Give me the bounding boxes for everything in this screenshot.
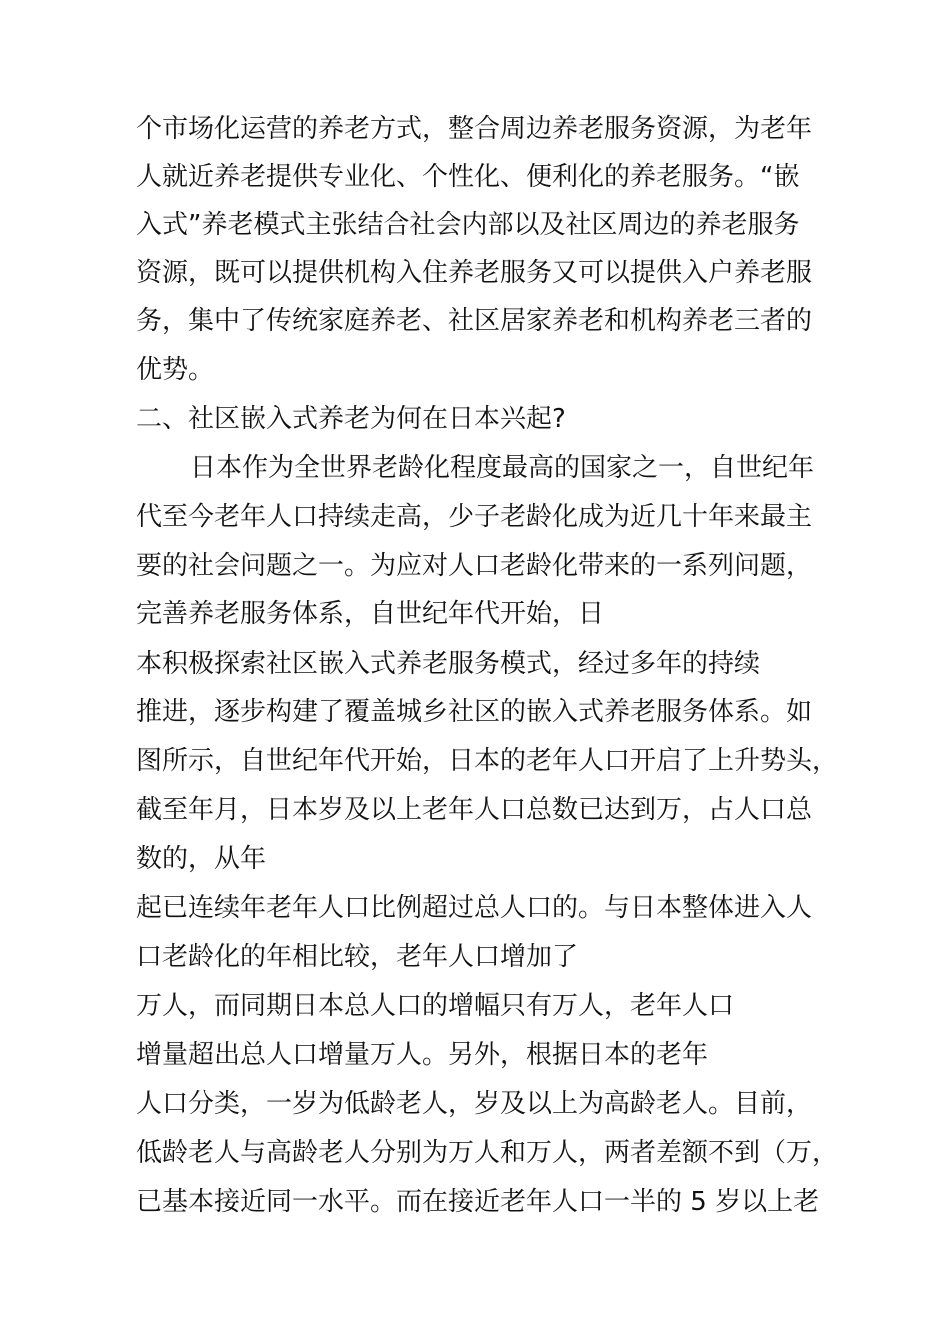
text-line-10: 要的社会问题之一。为应对人口老龄化带来的一系列问题， bbox=[136, 551, 813, 581]
text-line-19: 万人，而同期日本总人口的增幅只有万人，老年人口 bbox=[136, 991, 735, 1021]
text-line-11: 完善养老服务体系，自世纪年代开始，日 bbox=[136, 599, 605, 629]
text-line-1: 个市场化运营的养老方式，整合周边养老服务资源，为老年 bbox=[136, 114, 813, 144]
text-line-17: 起已连续年老年人口比例超过总人口的。与日本整体进入人 bbox=[136, 893, 813, 923]
text-line-12: 本积极探索社区嵌入式养老服务模式，经过多年的持续 bbox=[136, 649, 761, 679]
text-line-5: 务，集中了传统家庭养老、社区居家养老和机构养老三者的 bbox=[136, 306, 813, 336]
text-line-3: 入式”养老模式主张结合社会内部以及社区周边的养老服务 bbox=[136, 210, 800, 240]
text-line-13: 推进，逐步构建了覆盖城乡社区的嵌入式养老服务体系。如 bbox=[136, 697, 813, 727]
text-line-21: 人口分类，一岁为低龄老人，岁及以上为高龄老人。目前， bbox=[136, 1089, 813, 1119]
text-line-15: 截至年月，日本岁及以上老年人口总数已达到万，占人口总 bbox=[136, 795, 813, 825]
paragraph-first-line: 日本作为全世界老龄化程度最高的国家之一，自世纪年 bbox=[190, 453, 815, 483]
text-line-2: 人就近养老提供专业化、个性化、便利化的养老服务。“嵌 bbox=[136, 162, 800, 192]
text-line-20: 增量超出总人口增量万人。另外，根据日本的老年 bbox=[136, 1040, 709, 1070]
text-line-6: 优势。 bbox=[136, 355, 215, 385]
section-heading: 二、社区嵌入式养老为何在日本兴起? bbox=[136, 404, 566, 434]
text-line-22: 低龄老人与高龄老人分别为万人和万人，两者差额不到（万， bbox=[136, 1138, 839, 1168]
text-line-4: 资源，既可以提供机构入住养老服务又可以提供入户养老服 bbox=[136, 258, 813, 288]
text-line-14: 图所示，自世纪年代开始，日本的老年人口开启了上升势头， bbox=[136, 746, 839, 776]
text-line-18: 口老龄化的年相比较，老年人口增加了 bbox=[136, 942, 579, 972]
text-line-9: 代至今老年人口持续走高，少子老龄化成为近几十年来最主 bbox=[136, 502, 813, 532]
text-line-23: 已基本接近同一水平。而在接近老年人口一半的 5 岁以上老 bbox=[136, 1187, 820, 1217]
text-line-16: 数的，从年 bbox=[136, 844, 267, 874]
